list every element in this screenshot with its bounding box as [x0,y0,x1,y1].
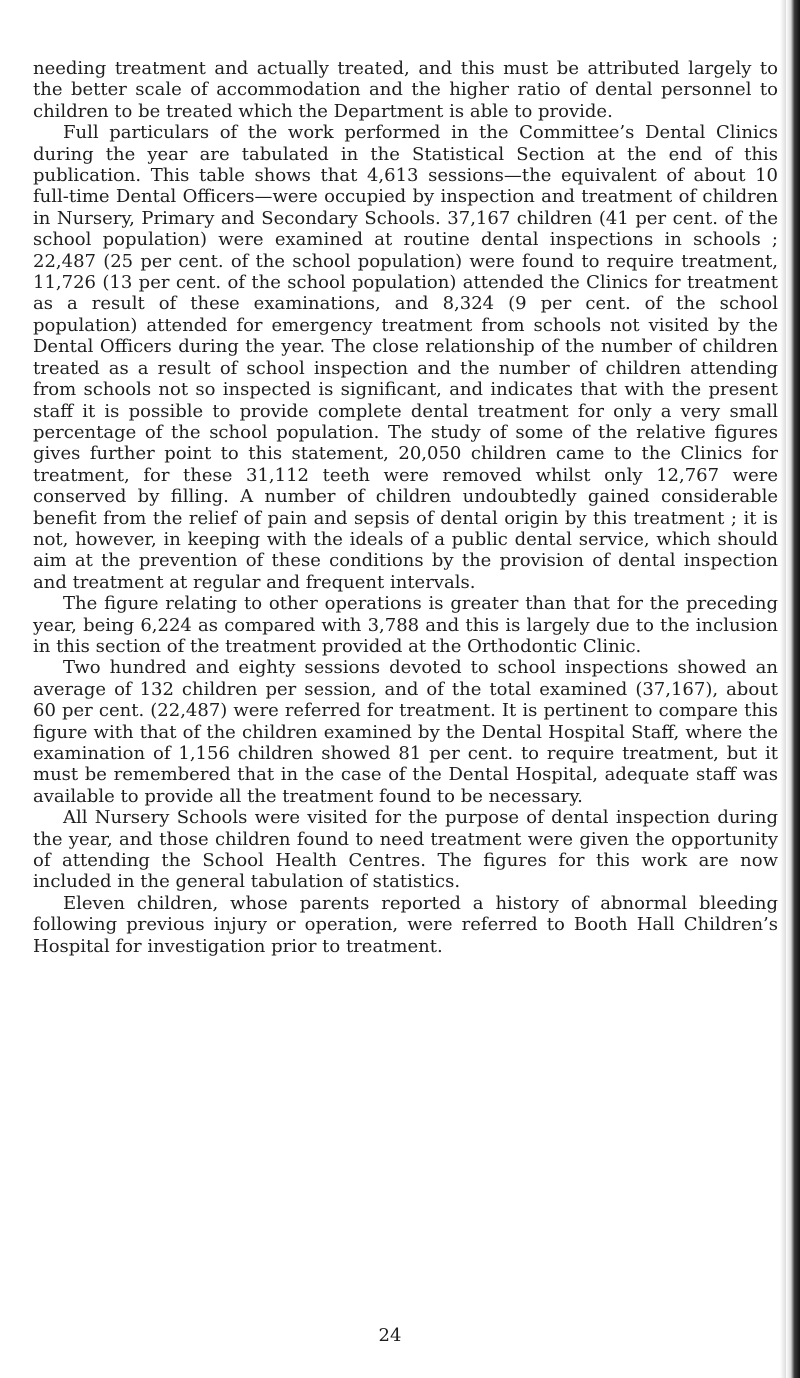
page-number: 24 [378,1325,402,1346]
paragraph-dental-clinics: Full particulars of the work performed in the Committee’s Dental Clinics during the year are tabulated in the Statistical Section at the end of this publication. This table shows that 4,613 sessions—the equivalent of about 10 full-time Dental Officers—were occupied by inspection and treatment of children in Nursery, Primary and Secondary Schools. 37,167 children (41 per cent. of the school population) were examined at routine dental inspections in schools ; 22,487 (25 per cent. of the school population) were found to require treatment, 11,726 (13 per cent. of the school population) attended the Clinics for treatment as a result of these examinations, and 8,324 (9 per cent. of the school population) attended for emergency treatment from schools not visited by the Dental Officers during the year. The close relationship of the number of children treated as a result of school inspection and the number of children attending from schools not so inspected is significant, and indicates that with the present staff it is possible to provide complete dental treatment for only a very small percentage of the school population. The study of some of the relative figures gives further point to this statement, 20,050 children came to the Clinics for treatment, for these 31,112 teeth were removed whilst only 12,767 were conserved by filling. A number of children undoubtedly gained considerable benefit from the relief of pain and sepsis of dental origin by this treatment ; it is not, however, in keeping with the ideals of a public dental service, which should aim at the prevention of these conditions by the provision of dental inspection and treatment at regular and frequent intervals. [33,122,778,593]
paragraph-other-operations: The figure relating to other operations is greater than that for the preceding year, being 6,224 as compared with 3,788 and this is largely due to the inclusion in this section of the treatment provided at the Orthodontic Clinic. [33,593,778,657]
paragraph-continuation: needing treatment and actually treated, and this must be attributed largely to the better scale of accommodation and the higher ratio of dental personnel to children to be treated which the Department is able to provide. [33,58,778,122]
binding-edge [786,0,800,1378]
paragraph-abnormal-bleeding: Eleven children, whose parents reported a history of abnormal bleeding following previous injury or operation, were referred to Booth Hall Children’s Hospital for investigation prior to treatment. [33,892,778,957]
paragraph-nursery-schools: All Nursery Schools were visited for the purpose of dental inspection during the year, and those children found to need treatment were given the opportunity of attending the School Health Centres. The figures for this work are now included in the general tabulation of statistics. [33,807,778,893]
paragraph-school-inspections: Two hundred and eighty sessions devoted to school inspections showed an average of 132 children per session, and of the total examined (37,167), about 60 per cent. (22,487) were referred for treatment. It is pertinent to compare this figure with that of the children examined by the Dental Hospital Staff, where the examination of 1,156 children showed 81 per cent. to require treatment, but it must be remembered that in the case of the Dental Hospital, adequate staff was available to provide all the treatment found to be necessary. [33,657,778,807]
document-body [33,58,778,957]
